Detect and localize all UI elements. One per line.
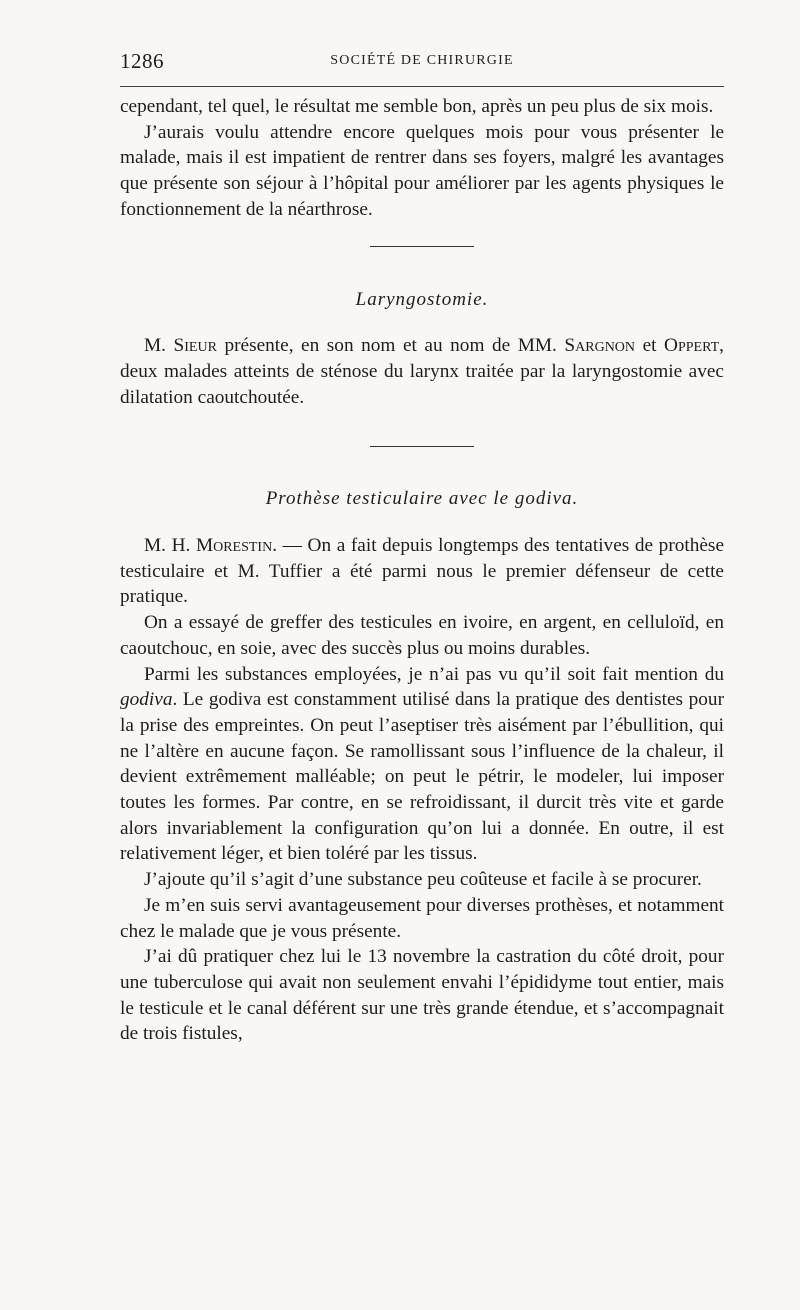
page [120, 46, 724, 1047]
section-title-laryngostomie: Laryngostomie. [355, 288, 489, 310]
section-title-prothese: Prothèse testiculaire avec le godiva. [265, 488, 579, 510]
intro-paragraph-2: J’aurais voulu attendre encore quelques mois pour vous présenter le malade, mais il est impatient de rentrer dans ses foyers, malgré les avantages que présente son séjour à l’hôpital pour améliorer par les agents physiques le fonctionnement de la néarthrose. [120, 121, 724, 220]
header-rule [120, 86, 724, 87]
author-name-sargnon: Sargnon [564, 335, 636, 357]
author-name-oppert: Oppert [664, 335, 720, 357]
section2-paragraph-1: M. H. Morestin. — On a fait depuis longtemps des tentatives de prothèse testiculaire et M. Tuffier a été parmi nous le premier défenseur de cette pratique. [120, 535, 724, 608]
section2-paragraph-4: J’ajoute qu’il s’agit d’une substance peu coûteuse et facile à se procurer. [144, 869, 702, 891]
intro-paragraph-1: cependant, tel quel, le résultat me semble bon, après un peu plus de six mois. [120, 96, 714, 117]
section-separator-1 [370, 246, 474, 247]
section1-paragraph-1: M. Sieur présente, en son nom et au nom de MM. Sargnon et Oppert, deux malades atteints de sténose du larynx traitée par la laryngostomie avec dilatation caoutchoutée. [120, 335, 724, 408]
author-name-sieur: Sieur [173, 335, 217, 357]
section-separator-2 [370, 446, 474, 447]
section2-paragraph-6: J’ai dû pratiquer chez lui le 13 novembre la castration du côté droit, pour une tuberculose qui avait non seulement envahi l’épididyme tout entier, mais le testicule et le canal déférent sur une très grande étendue, et s’accompagnait de trois fistules, [120, 946, 724, 1045]
section2-paragraph-2: On a essayé de greffer des testicules en ivoire, en argent, en celluloïd, en caoutchouc, en soie, avec des succès plus ou moins durables. [120, 612, 724, 659]
section2-paragraph-3: Parmi les substances employées, je n’ai pas vu qu’il soit fait mention du godiva. Le godiva est constamment utilisé dans la pratique des dentistes pour la prise des empreintes. On peut l’aseptiser très aisément par l’ébullition, qui ne l’altère en aucune façon. Se ramollissant sous l’influence de la chaleur, il devient extrêmement malléable; on peut le pétrir, le modeler, lui imposer toutes les formes. Par contre, en se refroidissant, il durcit très vite et garde alors invariablement la configuration qu’on lui a donnée. En outre, il est relativement léger, et bien toléré par les tissus. [120, 663, 724, 865]
running-head [120, 46, 724, 76]
running-title: SOCIÉTÉ DE CHIRURGIE [330, 53, 514, 68]
author-name-morestin: Morestin [195, 535, 273, 557]
section2-paragraph-5: Je m’en suis servi avantageusement pour diverses prothèses, et notamment chez le malade que je vous présente. [120, 894, 724, 942]
term-godiva: godiva [120, 689, 173, 711]
page-number: 1286 [120, 49, 164, 73]
